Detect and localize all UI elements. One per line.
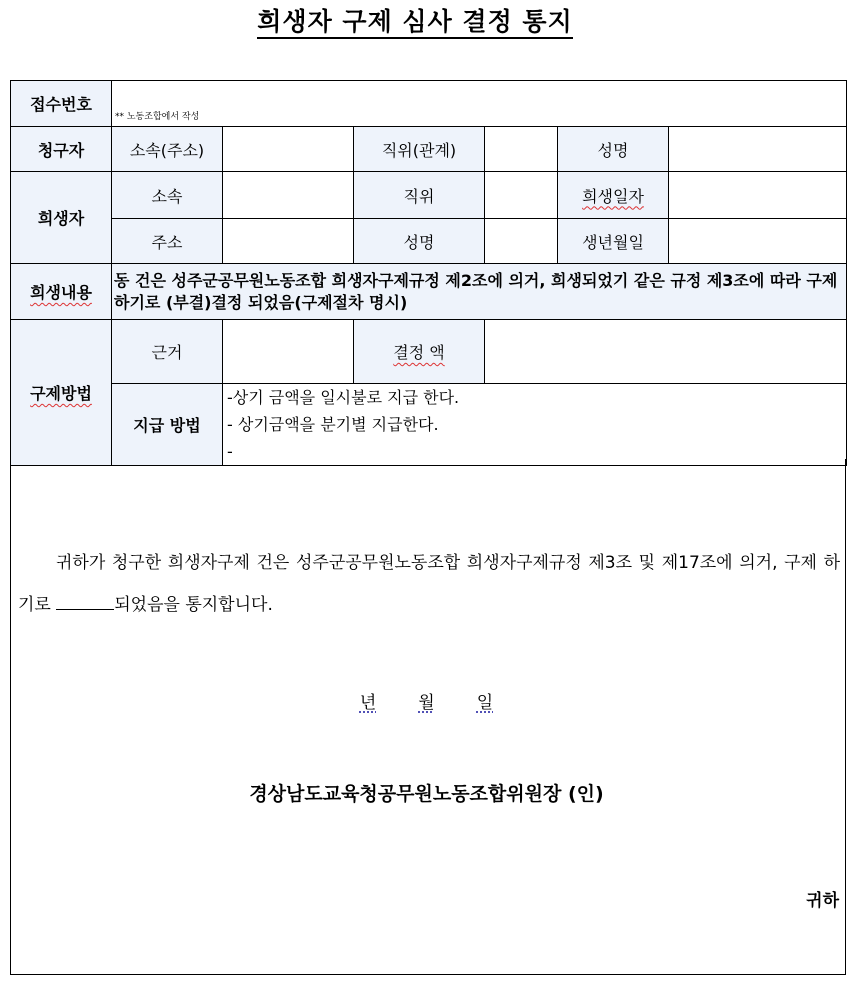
victim-name-value[interactable] <box>485 219 558 264</box>
claimant-position-label: 직위(관계) <box>354 127 485 172</box>
receipt-value[interactable] <box>112 81 847 127</box>
receipt-label: 접수번호 <box>11 81 112 127</box>
victim-row-2 <box>11 219 847 264</box>
receipt-row <box>11 81 847 127</box>
victim-date-value[interactable] <box>669 172 847 219</box>
notice-date <box>0 688 853 713</box>
victim-address-label: 주소 <box>112 219 223 264</box>
document-title <box>0 2 830 38</box>
notice-paragraph <box>18 542 840 626</box>
relief-row-2 <box>11 384 847 466</box>
date-day: 일 <box>476 693 494 713</box>
decision-amount-label <box>354 320 485 384</box>
addressee-suffix: 귀하 <box>806 891 839 911</box>
date-month: 월 <box>418 693 435 713</box>
victim-name-label: 성명 <box>354 219 485 264</box>
claimant-name-label: 성명 <box>558 127 669 172</box>
basis-label: 근거 <box>112 320 223 384</box>
payment-option-quarterly: - 상기금액을 분기별 지급한다. <box>227 415 439 434</box>
content-label <box>11 264 112 320</box>
victim-position-value[interactable] <box>485 172 558 219</box>
victim-date-label <box>558 172 669 219</box>
claimant-position-value[interactable] <box>485 127 558 172</box>
payment-option-lump-sum: -상기 금액을 일시불로 지급 한다. <box>227 388 460 407</box>
victim-position-label: 직위 <box>354 172 485 219</box>
receipt-note: ** 노동조합에서 작성 <box>115 112 200 122</box>
date-year: 년 <box>359 693 377 713</box>
relief-label <box>11 320 112 466</box>
victim-affiliation-value[interactable] <box>223 172 354 219</box>
victim-date-label-text: 희생일자 <box>582 186 644 206</box>
decision-amount-value[interactable] <box>485 320 847 384</box>
victim-label: 희생자 <box>11 172 112 264</box>
victim-birthdate-value[interactable] <box>669 219 847 264</box>
victim-affiliation-label: 소속 <box>112 172 223 219</box>
claimant-affiliation-label: 소속(주소) <box>112 127 223 172</box>
document-title-text: 희생자 구제 심사 결정 통지 <box>257 7 572 39</box>
notice-paragraph-part1: 귀하가 청구한 희생자구제 건은 성주군공무원노동조합 희생자구제규정 제3조 및 제17조에 의거, 구제 하기로 <box>18 553 840 615</box>
claim-form-table <box>10 80 847 466</box>
content-label-text: 희생내용 <box>30 283 92 302</box>
basis-value[interactable] <box>223 320 354 384</box>
decision-blank[interactable] <box>56 595 114 610</box>
claimant-label: 청구자 <box>11 127 112 172</box>
claimant-name-value[interactable] <box>669 127 847 172</box>
payment-option-other: - <box>227 442 233 461</box>
claimant-row <box>11 127 847 172</box>
victim-row-1 <box>11 172 847 219</box>
content-text: 동 건은 성주군공무원노동조합 희생자구제규정 제2조에 의거, 희생되었기 같은 규정 제3조에 따라 구제하기로 (부결)결정 되었음(구제절차 명시) <box>112 264 847 320</box>
decision-amount-label-text: 결정 액 <box>393 343 445 362</box>
payment-method-label: 지급 방법 <box>112 384 223 466</box>
relief-label-text: 구제방법 <box>30 384 92 403</box>
victim-address-value[interactable] <box>223 219 354 264</box>
notice-body-box <box>10 459 846 975</box>
relief-row-1 <box>11 320 847 384</box>
claimant-affiliation-value[interactable] <box>223 127 354 172</box>
payment-method-value[interactable] <box>223 384 847 466</box>
notice-paragraph-part2: 되었음을 통지합니다. <box>114 595 273 615</box>
victim-birthdate-label: 생년월일 <box>558 219 669 264</box>
signer-name: 경상남도교육청공무원노동조합위원장 (인) <box>249 783 604 805</box>
content-row <box>11 264 847 320</box>
